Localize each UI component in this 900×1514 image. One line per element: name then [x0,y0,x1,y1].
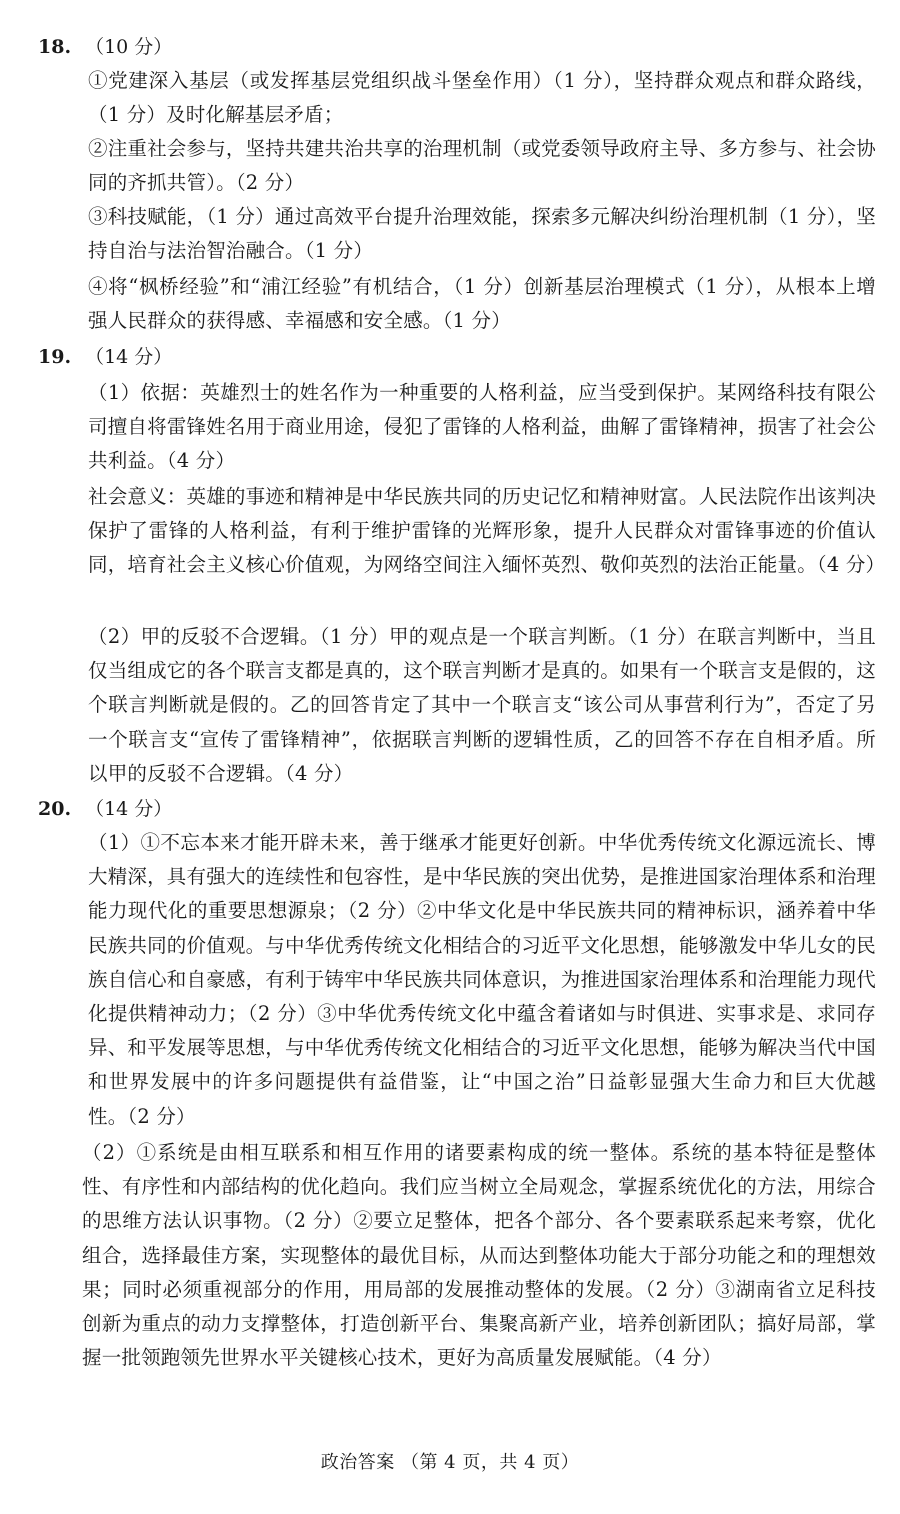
question-score: （14 分） [85,346,173,368]
q19-paragraph-3: （2）甲的反驳不合逻辑。（1 分）甲的观点是一个联言判断。（1 分）在联言判断中，当且仅当组成它的各个联言支都是真的，这个联言判断才是真的。如果有一个联言支是假的，这个联言判断就是假的。乙的回答肯定了其中一个联言支“该公司从事营利行为”，否定了另一个联言支“宣传了雷锋精神”，依据联言判断的逻辑性质，乙的回答不存在自相矛盾。所以甲的反驳不合逻辑。（4 分） [88,625,877,785]
q18-paragraph-2: ②注重社会参与，坚持共建共治共享的治理机制（或党委领导政府主导、多方参与、社会协同的齐抓共管）。（2 分） [88,137,877,195]
question-number: 20. [38,798,72,820]
q19-paragraph-1: （1）依据：英雄烈士的姓名作为一种重要的人格利益，应当受到保护。某网络科技有限公司擅自将雷锋姓名用于商业用途，侵犯了雷锋的人格利益，曲解了雷锋精神，损害了社会公共利益。（4 分） [88,381,877,473]
question-18-header [38,30,172,64]
question-score: （14 分） [85,798,173,820]
q18-paragraph-1: ①党建深入基层（或发挥基层党组织战斗堡垒作用）（1 分），坚持群众观点和群众路线，（1 分）及时化解基层矛盾； [88,69,876,127]
page-footer: 政治答案 （第 4 页，共 4 页） [320,1452,580,1473]
q20-paragraph-2: （2）①系统是由相互联系和相互作用的诸要素构成的统一整体。系统的基本特征是整体性、有序性和内部结构的优化趋向。我们应当树立全局观念，掌握系统优化的方法，用综合的思维方法认识事物。（2 分）②要立足整体，把各个部分、各个要素联系起来考察，优化组合，选择最佳方案，实现整体的最优目标，从而达到整体功能大于部分功能之和的理想效果；同时必须重视部分的作用，用局部的发展推动整体的发展。（2 分）③湖南省立足科技创新为重点的动力支撑整体，打造创新平台、集聚高新产业，培养创新团队；搞好局部，掌握一批领跑领先世界水平关键核心技术，更好为高质量发展赋能。（4 分） [82,1141,876,1370]
question-number: 19. [38,346,72,368]
q19-paragraph-2: 社会意义：英雄的事迹和精神是中华民族共同的历史记忆和精神财富。人民法院作出该判决保护了雷锋的人格利益，有利于维护雷锋的光辉形象，提升人民群众对雷锋事迹的价值认同，培育社会主义核心价值观，为网络空间注入缅怀英烈、敬仰英烈的法治正能量。（4 分） [88,485,886,577]
question-19-header [38,340,172,374]
q18-paragraph-4: ④将“枫桥经验”和“浦江经验”有机结合，（1 分）创新基层治理模式（1 分），从根本上增强人民群众的获得感、幸福感和安全感。（1 分） [88,275,876,333]
q18-paragraph-3: ③科技赋能，（1 分）通过高效平台提升治理效能，探索多元解决纠纷治理机制（1 分），坚持自治与法治智治融合。（1 分） [88,205,876,263]
question-20-header [38,792,172,826]
question-number: 18. [38,36,72,58]
question-score: （10 分） [85,36,173,58]
q20-paragraph-1: （1）①不忘本来才能开辟未来，善于继承才能更好创新。中华优秀传统文化源远流长、博大精深，具有强大的连续性和包容性，是中华民族的突出优势，是推进国家治理体系和治理能力现代化的重要思想源泉；（2 分）②中华文化是中华民族共同的精神标识，涵养着中华民族共同的价值观。与中华优秀传统文化相结合的习近平文化思想，能够激发中华儿女的民族自信心和自豪感，有利于铸牢中华民族共同体意识，为推进国家治理体系和治理能力现代化提供精神动力；（2 分）③中华优秀传统文化中蕴含着诸如与时俱进、实事求是、求同存异、和平发展等思想，与中华优秀传统文化相结合的习近平文化思想，能够为解决当代中国和世界发展中的许多问题提供有益借鉴，让“中国之治”日益彰显强大生命力和巨大优越性。（2 分） [88,831,877,1128]
